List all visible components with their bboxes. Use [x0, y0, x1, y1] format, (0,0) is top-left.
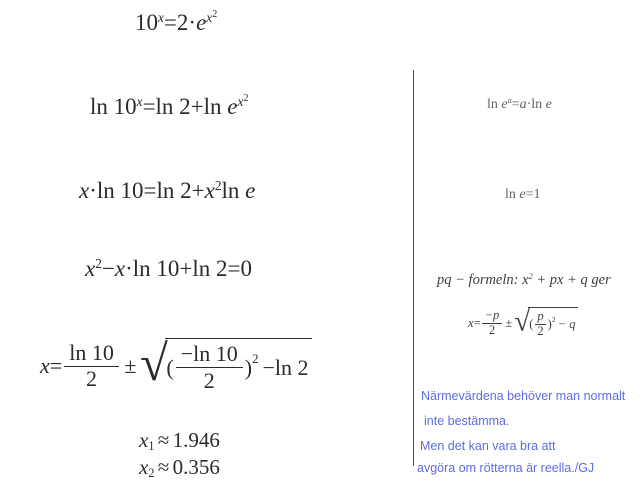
subscript: 1 [148, 439, 155, 454]
math-token: x [139, 455, 149, 479]
math-token: =2· [163, 10, 197, 35]
exponent: 2 [551, 315, 556, 324]
fraction [176, 342, 243, 393]
math-token: =ln 2+ln [142, 94, 228, 119]
exponent [238, 94, 249, 109]
subscript: 2 [148, 466, 155, 481]
fraction [535, 310, 547, 339]
math-token: ·ln [526, 97, 546, 112]
exponent: 2 [214, 177, 222, 193]
pq-formula [468, 307, 578, 340]
math-token: ln [505, 187, 520, 202]
denominator: 2 [537, 324, 544, 339]
plus-minus-sign: ± [124, 353, 137, 379]
math-token: −ln 2 [262, 354, 309, 380]
math-token: 0.356 [172, 455, 220, 479]
math-token: x [468, 315, 474, 330]
math-token: ln 10 [90, 94, 137, 119]
math-token: x [237, 93, 244, 109]
note-line-2: inte bestämma. [424, 414, 510, 428]
root-2-value [139, 455, 220, 480]
approx-sign: ≈ [157, 428, 170, 452]
math-token: e [196, 10, 207, 35]
math-token: ) [547, 316, 552, 331]
pq-formula-label [437, 272, 611, 289]
equation-step-1 [135, 10, 217, 36]
math-token: x [522, 272, 529, 288]
equation-step-4 [85, 256, 252, 282]
equation-step-3 [79, 178, 255, 204]
rule-ln-e [505, 187, 541, 203]
math-token: ) [244, 354, 253, 380]
math-token: − [101, 256, 115, 281]
math-token: − q [557, 316, 576, 331]
exponent: 2 [252, 352, 259, 367]
rule-ln-power [487, 97, 552, 113]
math-token: = [511, 97, 520, 112]
exponent: x [136, 93, 143, 109]
square-root [514, 307, 578, 340]
radicand [165, 338, 313, 394]
radical-icon: √ [139, 334, 168, 391]
denominator: 2 [488, 323, 496, 338]
math-token: = [473, 315, 481, 330]
exponent: 2 [95, 255, 102, 271]
math-token: e [545, 97, 552, 112]
numerator: ln 10 [64, 341, 118, 367]
math-token: x [85, 256, 96, 281]
fraction [482, 309, 502, 338]
math-token: x [139, 428, 149, 452]
root-1-value [139, 428, 220, 453]
math-token: a [519, 97, 527, 112]
radical-icon: √ [514, 305, 530, 338]
equation-step-2 [90, 94, 248, 120]
math-token: ( [166, 354, 174, 380]
exponent-nested: 2 [243, 92, 249, 104]
math-token: x [40, 353, 50, 379]
math-token: pq − formeln: [437, 272, 523, 288]
radicand [528, 307, 578, 340]
math-token: ln [221, 178, 246, 203]
note-line-4: avgöra om rötterna är reella./GJ [417, 461, 595, 475]
math-token: ·ln 10=ln 2+ [89, 178, 205, 203]
equation-quadratic-solution [40, 334, 312, 394]
math-token: x [204, 178, 215, 203]
math-token: e [519, 187, 526, 202]
exponent: x [158, 9, 164, 25]
math-token: x [206, 9, 213, 25]
note-line-1: Närmevärdena behöver man normalt [421, 389, 626, 403]
numerator: −ln 10 [176, 342, 243, 368]
math-token: ( [529, 316, 534, 331]
divider-line [413, 70, 414, 466]
denominator: 2 [86, 366, 98, 392]
math-token: e [501, 97, 508, 112]
math-token: e [245, 178, 256, 203]
numerator: p [535, 310, 547, 325]
math-token: = [49, 353, 63, 379]
math-token: + px + q ger [532, 272, 611, 288]
denominator: 2 [203, 367, 215, 393]
plus-minus-sign: ± [505, 315, 513, 330]
math-token: =1 [525, 187, 541, 202]
math-token: 1.946 [172, 428, 220, 452]
fraction [64, 341, 118, 392]
math-token: ·ln 10+ln 2=0 [125, 256, 252, 281]
approx-sign: ≈ [157, 455, 170, 479]
math-token: 10 [135, 10, 158, 35]
exponent: a [507, 95, 512, 105]
exponent [206, 10, 217, 25]
math-token: ln [487, 97, 502, 112]
exponent: 2 [528, 271, 533, 281]
numerator: −p [482, 309, 502, 324]
math-token: x [79, 178, 90, 203]
note-line-3: Men det kan vara bra att [420, 439, 556, 453]
exponent-nested: 2 [212, 8, 218, 20]
square-root [139, 334, 312, 394]
math-token: x [114, 256, 126, 281]
math-token: e [227, 94, 238, 119]
